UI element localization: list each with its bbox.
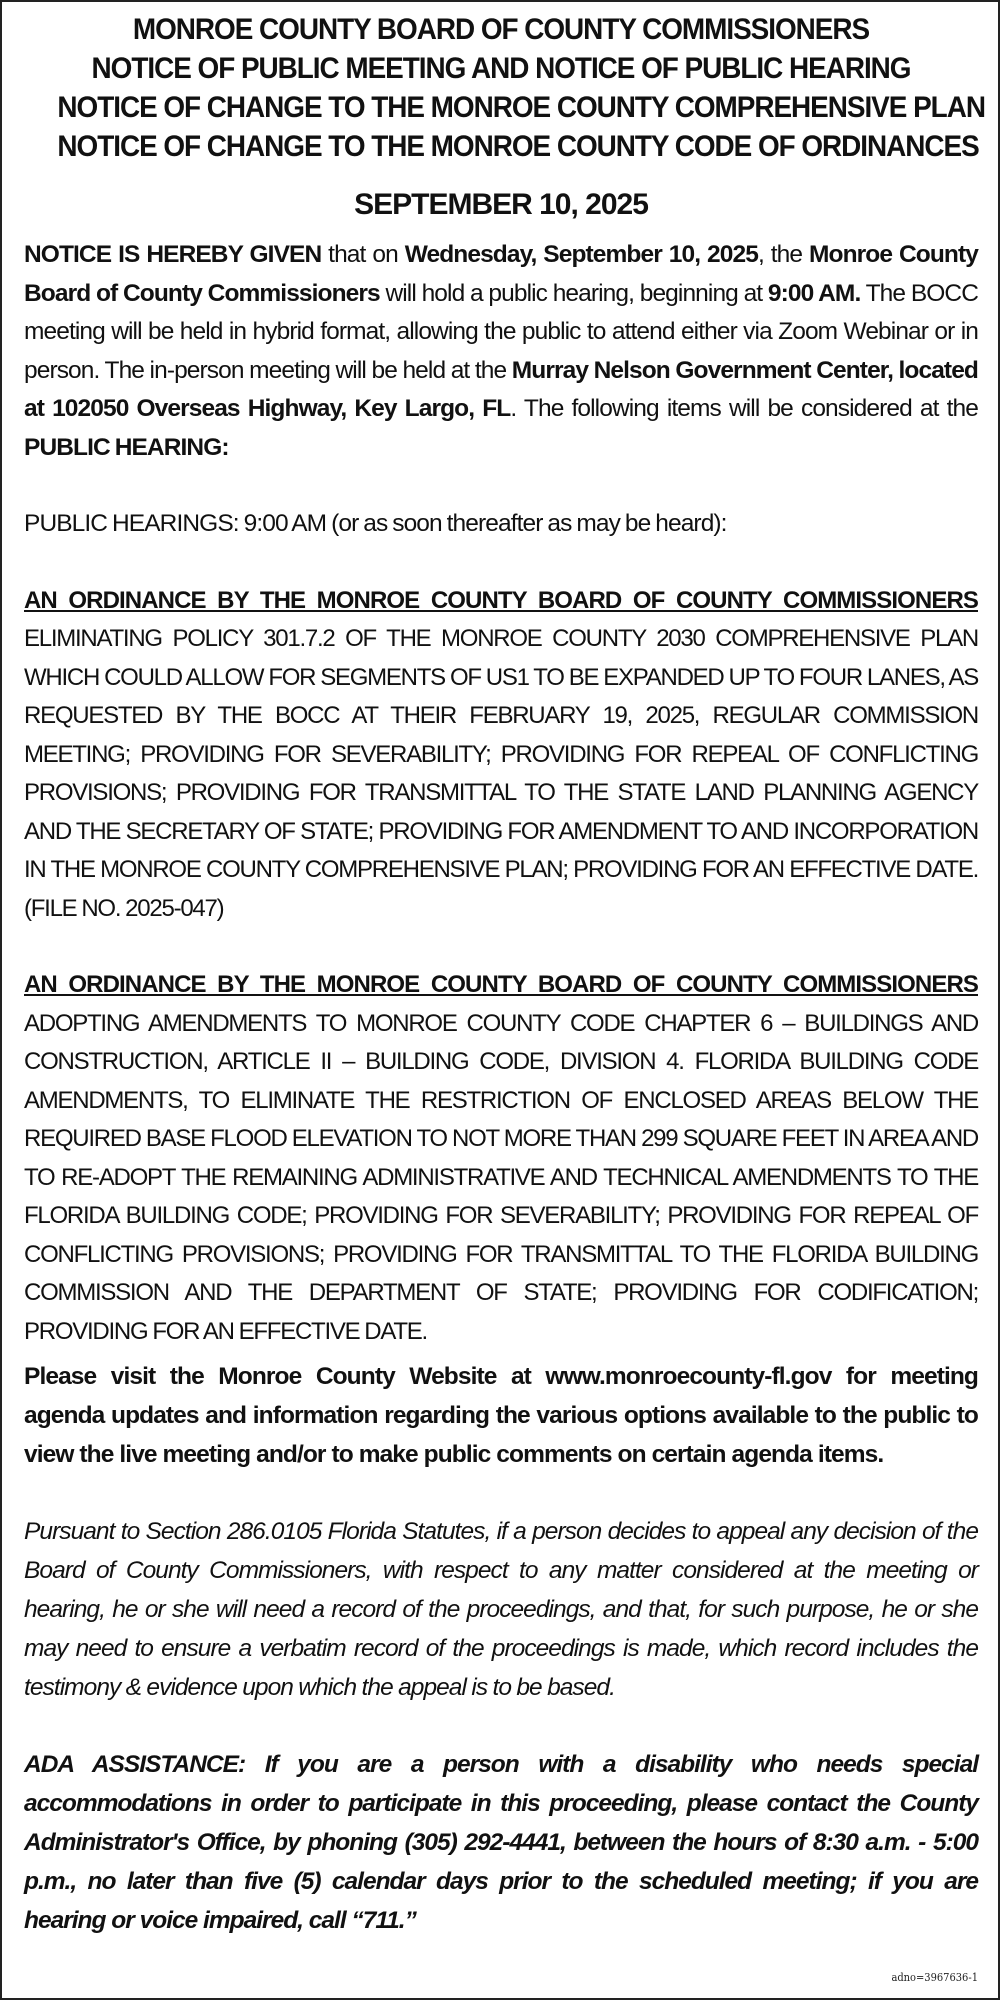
website-notice: Please visit the Monroe County Website at www.monroecounty-fl.gov for meeting agenda updates and information regarding the various options available to the public to view the live meeting and/or to make public comments on certain agenda items. [24, 1363, 978, 1468]
headline-code-of-ordinances: NOTICE OF CHANGE TO THE MONROE COUNTY CODE OF ORDINANCES [57, 130, 979, 163]
spacer [24, 1474, 978, 1512]
headline-comprehensive-plan: NOTICE OF CHANGE TO THE MONROE COUNTY COMPREHENSIVE PLAN [57, 91, 985, 124]
headline-public-meeting: NOTICE OF PUBLIC MEETING AND NOTICE OF PUBLIC HEARING [91, 52, 911, 85]
intro-text-4: The BOCC meeting will be held in hybrid format, allowing the public to attend either via Zoom Webinar or in person. The in-person meeting will be held at the [24, 279, 978, 384]
spacer [24, 928, 978, 966]
ordinance-2-body: ADOPTING AMENDMENTS TO MONROE COUNTY CODE CHAPTER 6 – BUILDINGS AND CONSTRUCTION, ARTICLE II – BUILDING CODE, DIVISION 4. FLORIDA BUILDING CODE AMENDMENTS, TO ELIMINATE THE RESTRICTION OF ENCLOSED AREAS BELOW THE REQUIRED BASE FLOOD ELEVATION TO NOT MORE THAN 299 SQUARE FEET IN AREA AND TO RE-ADOPT THE REMAINING ADMINISTRATIVE AND TECHNICAL AMENDMENTS TO THE FLORIDA BUILDING CODE; PROVIDING FOR SEVERABILITY; PROVIDING FOR REPEAL OF CONFLICTING PROVISIONS; PROVIDING FOR TRANSMITTAL TO THE FLORIDA BUILDING COMMISSION AND THE DEPARTMENT OF STATE; PROVIDING FOR CODIFICATION; PROVIDING FOR AN EFFECTIVE DATE. [24, 1009, 978, 1345]
ordinance-1-body: ELIMINATING POLICY 301.7.2 OF THE MONROE COUNTY 2030 COMPREHENSIVE PLAN WHICH COULD ALLOW FOR SEGMENTS OF US1 TO BE EXPANDED UP TO FOUR LANES, AS REQUESTED BY THE BOCC AT THEIR FEBRUARY 19, 2025, REGULAR COMMISSION MEETING; PROVIDING FOR SEVERABILITY; PROVIDING FOR REPEAL OF CONFLICTING PROVISIONS; PROVIDING FOR TRANSMITTAL TO THE STATE LAND PLANNING AGENCY AND THE SECRETARY OF STATE; PROVIDING FOR AMENDMENT TO AND INCORPORATION IN THE MONROE COUNTY COMPREHENSIVE PLAN; PROVIDING FOR AN EFFECTIVE DATE. (FILE NO. 2025-047) [24, 625, 978, 922]
intro-public-hearing: PUBLIC HEARING: [24, 433, 229, 461]
meeting-date: SEPTEMBER 10, 2025 [354, 188, 648, 221]
spacer [24, 1707, 978, 1745]
intro-text-3: will hold a public hearing, beginning at [379, 279, 768, 307]
ordinance-2-heading: AN ORDINANCE BY THE MONROE COUNTY BOARD OF COUNTY COMMISSIONERS [24, 971, 978, 998]
ad-number: adno=3967636-1 [891, 1971, 978, 1984]
ada-notice: ADA ASSISTANCE: If you are a person with a disability who needs special accommodations in order to participate in this proceeding, please contact the County Administrator's Office, by phoning (305) 292-4441, between the hours of 8:30 a.m. - 5:00 p.m., no later than five (5) calendar days prior to the scheduled meeting; if you are hearing or voice impaired, call “711.” [24, 1751, 978, 1934]
appeal-notice: Pursuant to Section 286.0105 Florida Statutes, if a person decides to appeal any decision of the Board of County Commissioners, with respect to any matter considered at the meeting or hearing, he or she will need a record of the proceedings, and that, for such purpose, he or she may need to ensure a verbatim record of the proceedings is made, which record includes the testimony & evidence upon which the appeal is to be based. [24, 1518, 978, 1701]
hearings-line: PUBLIC HEARINGS: 9:00 AM (or as soon thereafter as may be heard): [24, 510, 727, 537]
intro-time: 9:00 AM. [767, 279, 861, 307]
intro-board: Monroe County Board of County Commissioners [24, 241, 978, 307]
intro-text-1: that on [321, 241, 405, 268]
intro-text-5: . The following items will be considered at the [510, 395, 978, 422]
intro-day: Wednesday, September 10, 2025 [404, 241, 758, 268]
spacer [24, 544, 978, 582]
intro-text-2: , the [757, 241, 810, 268]
headline-board: MONROE COUNTY BOARD OF COUNTY COMMISSIONERS [132, 13, 870, 46]
spacer [24, 467, 978, 505]
intro-location: Murray Nelson Government Center, located at 102050 Overseas Highway, Key Largo, FL [24, 356, 978, 422]
ordinance-1-heading: AN ORDINANCE BY THE MONROE COUNTY BOARD OF COUNTY COMMISSIONERS [24, 586, 978, 614]
notice-headlines [57, 10, 985, 166]
intro-paragraph [24, 236, 978, 467]
intro-notice-given: NOTICE IS HEREBY GIVEN [24, 241, 322, 268]
